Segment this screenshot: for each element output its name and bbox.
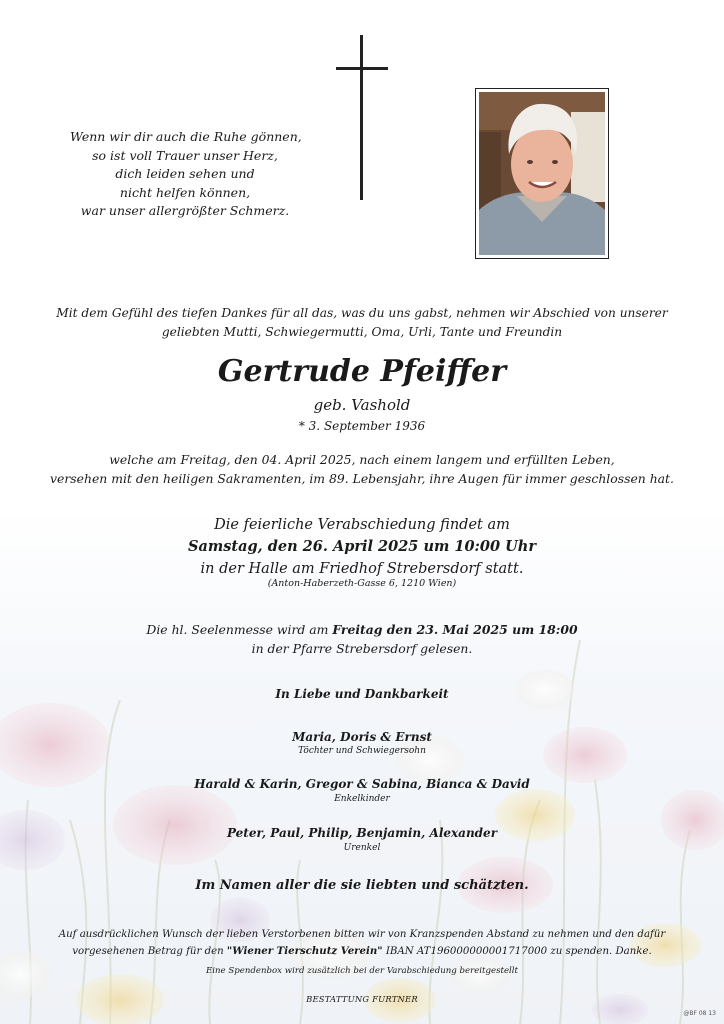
corner-mark: @BF 08 13 <box>683 1010 716 1017</box>
ceremony-address: (Anton-Haberzeth-Gasse 6, 1210 Wien) <box>267 578 457 589</box>
poem-line: nicht helfen können, <box>119 184 251 200</box>
death-notice <box>0 451 724 488</box>
family-names: Maria, Doris & Ernst <box>292 730 432 744</box>
mass-location: in der Pfarre Strebersdorf gelesen. <box>251 640 473 656</box>
poem-line: Wenn wir dir auch die Ruhe gönnen, <box>70 129 302 144</box>
family-role: Urenkel <box>343 843 381 853</box>
birth-date: * 3. September 1936 <box>298 419 426 433</box>
poem-line: war unser allergrößter Schmerz. <box>80 203 290 219</box>
donation-suffix: IBAN AT196000000001717000 zu spenden. Danke. <box>382 946 652 957</box>
mass-date: Freitag den 23. Mai 2025 um 18:00 <box>332 622 578 637</box>
intro-line-2: geliebten Mutti, Schwiegermutti, Oma, Urli, Tante und Freundin <box>161 324 563 339</box>
mass-prefix: Die hl. Seelenmesse wird am <box>146 622 333 637</box>
donation-organization: "Wiener Tierschutz Verein" <box>226 945 383 957</box>
closing-line: Im Namen aller die sie liebten und schätzten. <box>195 878 529 893</box>
intro-text <box>0 304 724 341</box>
intro-line-1: Mit dem Gefühl des tiefen Dankes für all das, was du uns gabst, nehmen wir Abschied von unserer <box>56 306 668 320</box>
portrait-photo <box>475 88 609 259</box>
family-names: Harald & Karin, Gregor & Sabina, Bianca & David <box>194 777 530 791</box>
family-role: Töchter und Schwiegersohn <box>298 746 426 756</box>
portrait-image <box>479 92 605 255</box>
donation-prefix: vorgesehenen Betrag für den <box>72 946 227 957</box>
poem-line: dich leiden sehen und <box>115 166 255 182</box>
family-names: Peter, Paul, Philip, Benjamin, Alexander <box>226 826 498 840</box>
in-love-heading: In Liebe und Dankbarkeit <box>275 687 449 701</box>
death-line-1: welche am Freitag, den 04. April 2025, nach einem langem und erfüllten Leben, <box>109 452 615 467</box>
poem-line: so ist voll Trauer unser Herz, <box>92 147 278 163</box>
donation-request <box>0 927 724 960</box>
death-line-2: versehen mit den heiligen Sakramenten, im 89. Lebensjahr, ihre Augen für immer geschlossen hat. <box>50 470 674 486</box>
birth-name: geb. Vashold <box>313 396 411 414</box>
ceremony-intro: Die feierliche Verabschiedung findet am <box>214 517 510 533</box>
donation-box-note: Eine Spendenbox wird zusätzlich bei der Varabschiedung bereitgestellt <box>206 966 518 976</box>
family-role: Enkelkinder <box>334 794 390 804</box>
poem <box>70 128 300 221</box>
memorial-mass <box>0 621 724 658</box>
funeral-home: BESTATTUNG FURTNER <box>306 994 418 1004</box>
ceremony-location: in der Halle am Friedhof Strebersdorf statt. <box>200 561 524 577</box>
ceremony-date: Samstag, den 26. April 2025 um 10:00 Uhr <box>188 538 536 555</box>
donation-line-1: Auf ausdrücklichen Wunsch der lieben Verstorbenen bitten wir von Kranzspenden Abstand zu nehmen und den dafür <box>58 929 666 940</box>
deceased-name: Gertrude Pfeiffer <box>217 354 507 389</box>
cross-icon <box>336 35 388 200</box>
